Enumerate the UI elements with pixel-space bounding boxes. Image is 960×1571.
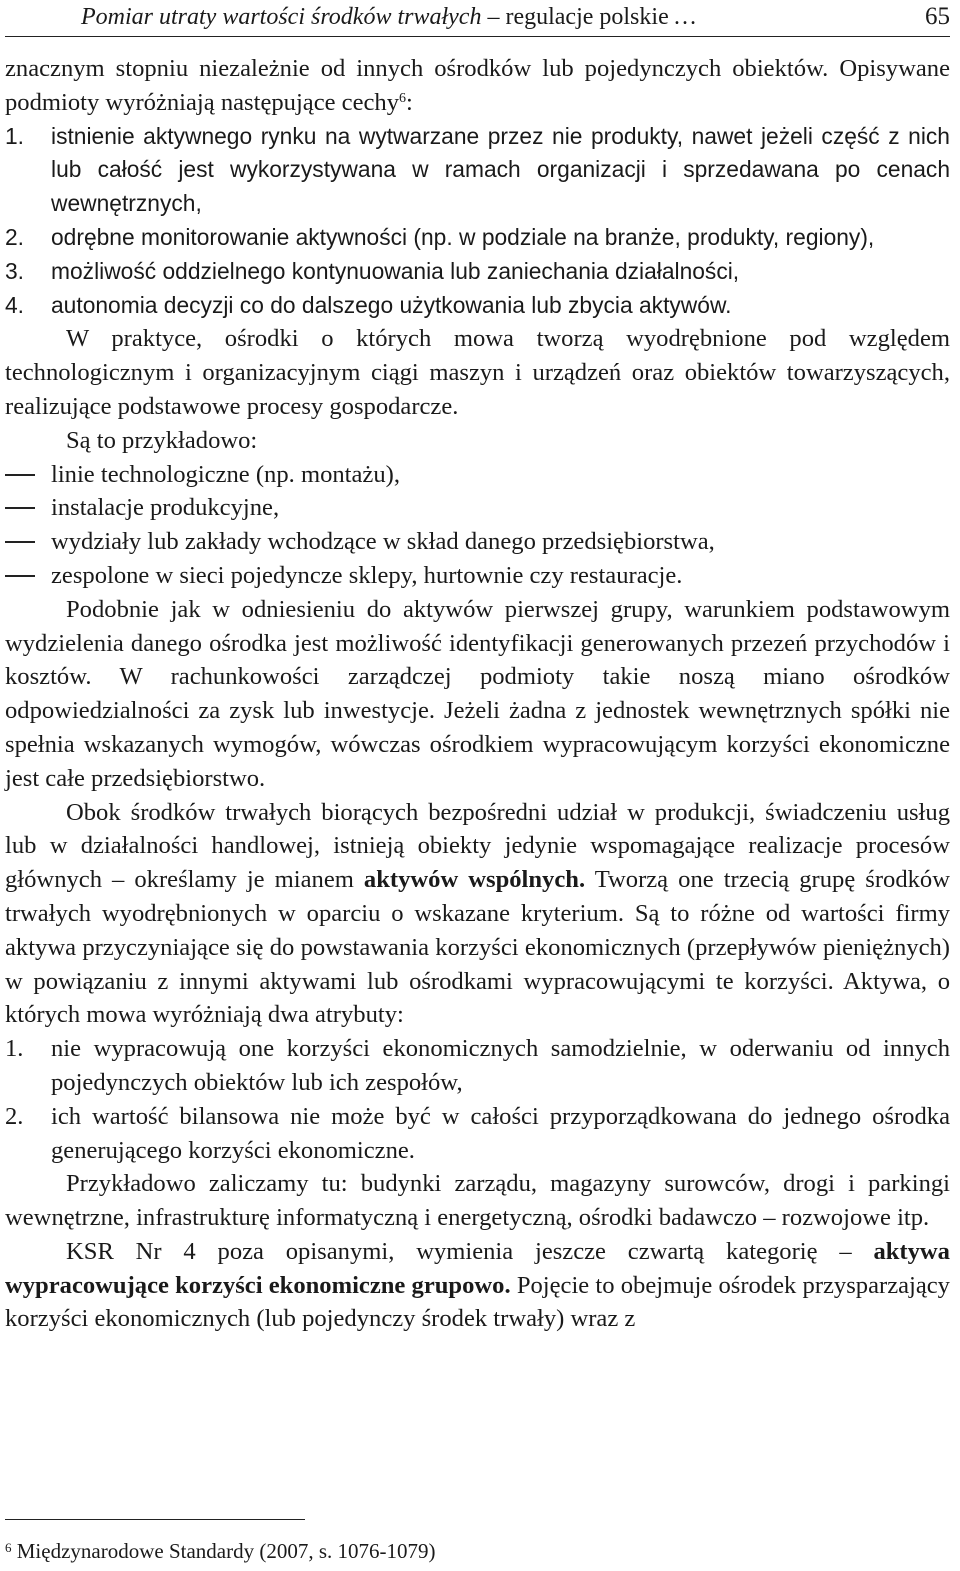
footnote-ref: 6: [399, 90, 407, 106]
paragraph: Podobnie jak w odniesieniu do aktywów pierwszej grupy, warunkiem podstawowym wydzielenia danego ośrodka jest możliwość identyfikacji generowanych przezeń przychodów i kosztów. W rachunkowości zarządczej podmioty takie noszą miano ośrodków odpowiedzialności za zysk lub inwestycje. Jeżeli żadna z jednostek wewnętrznych spółki nie spełnia wskazanych wymogów, wówczas ośrodkiem wypracowującym korzyści ekonomiczne jest całe przedsiębiorstwo.: [5, 595, 950, 792]
list-marker: 2.: [5, 223, 25, 250]
list-item: [5, 221, 950, 255]
list-item-text: istnienie aktywnego rynku na wytwarzane przez nie produkty, nawet jeżeli część z nich lub całość jest wykorzystywana w ramach organizacji i sprzedawana po cenach wewnętrznych,: [51, 122, 950, 217]
list-item-text: zespolone w sieci pojedyncze sklepy, hurtownie czy restauracje.: [51, 561, 683, 589]
footnote-separator: [5, 1519, 305, 1520]
list-item-text: instalacje produkcyjne,: [51, 494, 280, 522]
footnote-number: 6: [5, 1540, 12, 1555]
paragraph-intro: [5, 52, 950, 120]
colon: :: [406, 88, 413, 116]
paragraph-text: znacznym stopniu niezależnie od innych ośrodków lub pojedynczych obiektów. Opisywane podmioty wyróżniają następujące cechy: [5, 55, 950, 116]
bold-term: aktywów wspólnych.: [363, 866, 586, 894]
list-item: [5, 458, 950, 492]
shared-assets-attributes-list: [5, 1032, 950, 1167]
paragraph-text: Tworzą one trzecią grupę środków trwałych wyodrębnionych w oparciu o wskazane kryterium. Są to różne od wartości firmy aktywa przyczyniające się do powstawania korzyści ekonomicznych (przepływów pieniężnych) w powiązaniu z innymi aktywami lub ośrodkami wypracowującymi te korzyści. Aktywa, o których mowa wyróżniają dwa atrybuty:: [5, 866, 950, 1029]
body-text: [5, 52, 950, 1336]
list-marker: 2.: [5, 1102, 24, 1130]
list-marker: 4.: [5, 291, 25, 318]
running-title-suffix: regulacje polskie: [505, 4, 669, 30]
list-item: [5, 289, 950, 323]
list-item-text: możliwość oddzielnego kontynuowania lub zaniechania działalności,: [51, 257, 740, 284]
paragraph: W praktyce, ośrodki o których mowa tworzą wyodrębnione pod względem technologicznym i organizacyjnym ciągi maszyn i urządzeń oraz obiektów towarzyszących, realizujące podstawowe procesy gospodarcze.: [5, 325, 950, 420]
list-item-text: autonomia decyzji co do dalszego użytkowania lub zbycia aktywów.: [51, 291, 732, 318]
paragraph-text: Obok środków trwałych biorących bezpośredni udział w produkcji, świadczeniu usług lub w działalności handlowej, istnieją obiekty jedynie wspomagające realizacje procesów głównych – określamy je mianem: [5, 798, 950, 894]
list-item: [5, 491, 950, 525]
list-item-text: wydziały lub zakłady wchodzące w skład danego przedsiębiorstwa,: [51, 528, 715, 556]
examples-dash-list: [5, 458, 950, 593]
footnote-text: Międzynarodowe Standardy (2007, s. 1076-1079): [16, 1539, 436, 1563]
list-item-text: ich wartość bilansowa nie może być w całości przyporządkowana do jednego ośrodka generującego korzyści ekonomiczne.: [51, 1102, 950, 1164]
list-item-text: nie wypracowują one korzyści ekonomicznych samodzielnie, w oderwaniu od innych pojedynczych obiektów lub ich zespołów,: [51, 1035, 950, 1096]
list-marker: 3.: [5, 257, 25, 284]
paragraph-text: KSR Nr 4 poza opisanymi, wymienia jeszcze czwartą kategorię –: [66, 1237, 852, 1265]
paragraph-shared-assets: [5, 796, 950, 1033]
dash-marker: [5, 575, 35, 577]
running-title-main: Pomiar utraty wartości środków trwałych: [81, 4, 482, 30]
list-item-text: odrębne monitorowanie aktywności (np. w podziale na branże, produkty, regiony),: [51, 223, 875, 250]
running-title: [81, 0, 696, 34]
list-item: [5, 525, 950, 559]
dash-marker: [5, 474, 35, 476]
list-item: [5, 255, 950, 289]
title-dash: –: [487, 4, 500, 30]
attributes-list: [5, 120, 950, 323]
list-marker: 1.: [5, 1035, 24, 1063]
running-header: [5, 0, 950, 37]
paragraph: Przykładowo zaliczamy tu: budynki zarządu, magazyny surowców, drogi i parkingi wewnętrzne, infrastrukturę informatyczną i energetyczną, ośrodki badawczo – rozwojowe itp.: [5, 1170, 950, 1232]
paragraph-fourth-category: [5, 1235, 950, 1336]
list-marker: 1.: [5, 122, 25, 149]
footnote: [5, 1537, 436, 1565]
dash-marker: [5, 541, 35, 543]
list-item: [5, 559, 950, 593]
paragraph-text: Pojęcie to obejmuje ośrodek przysparzający korzyści ekonomicznych (lub pojedynczy środek trwały) wraz z: [5, 1271, 950, 1333]
list-item: [5, 120, 950, 221]
dash-marker: [5, 507, 35, 509]
list-item: [5, 1100, 950, 1168]
list-item: [5, 1032, 950, 1100]
bold-term: aktywa wypracowujące korzyści ekonomiczne grupowo.: [5, 1237, 950, 1299]
title-ellipsis: …: [674, 4, 697, 30]
paragraph: Są to przykładowo:: [66, 426, 258, 454]
list-item-text: linie technologiczne (np. montażu),: [51, 460, 400, 488]
page-number: 65: [925, 3, 950, 30]
